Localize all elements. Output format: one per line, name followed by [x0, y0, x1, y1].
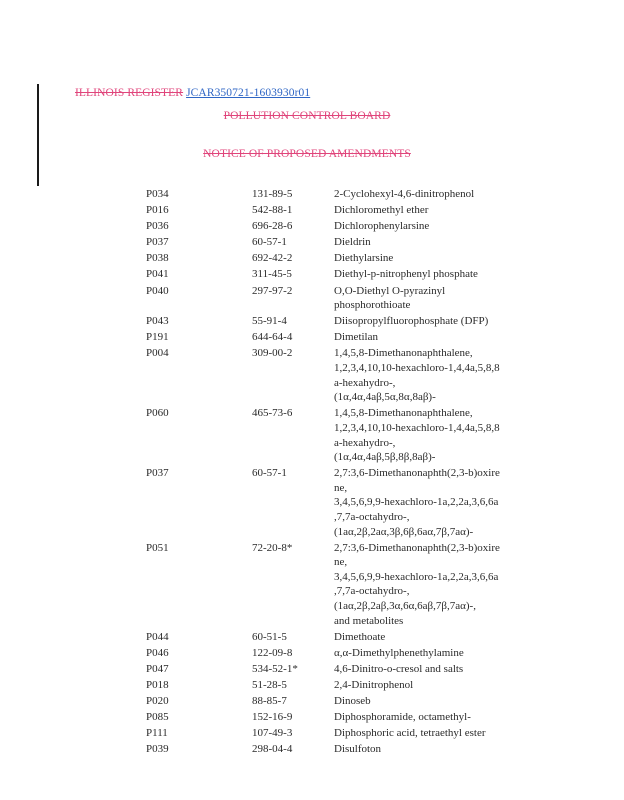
chemical-name — [334, 466, 518, 539]
table-row — [146, 251, 518, 266]
table-row — [146, 466, 518, 539]
chemical-name-line: Dimethoate — [334, 630, 386, 643]
table-row — [146, 267, 518, 282]
waste-code: P043 — [146, 315, 169, 328]
table-row — [146, 678, 518, 693]
cas-number: 692-42-2 — [252, 252, 293, 265]
chemical-name-line: Dimetilan — [334, 331, 378, 344]
cas-number: 107-49-3 — [252, 727, 293, 740]
chemical-name-line: Diphosphoric acid, tetraethyl ester — [334, 727, 486, 740]
chemical-name-line: 4,6-Dinitro-o-cresol and salts — [334, 662, 464, 675]
chemical-name-line: 2-Cyclohexyl-4,6-dinitrophenol — [334, 188, 475, 200]
chemical-name-line: Diethylarsine — [334, 252, 394, 265]
cas-number: 60-57-1 — [252, 467, 287, 480]
cas-number: 311-45-5 — [252, 268, 292, 281]
chemical-name — [334, 646, 518, 661]
table-row — [146, 710, 518, 725]
chemical-name — [334, 267, 518, 282]
chemical-name-line: 1,4,5,8-Dimethanonaphthalene, — [334, 347, 473, 360]
chemical-name-line: Disulfoton — [334, 743, 382, 756]
cas-number: 534-52-1* — [252, 662, 298, 675]
chemical-name-line: a-hexahydro-, — [334, 376, 396, 389]
waste-code: P046 — [146, 646, 169, 659]
table-row — [146, 726, 518, 741]
cas-number: 309-00-2 — [252, 347, 293, 360]
chemical-name — [334, 346, 518, 404]
chemical-name-line: Diisopropylfluorophosphate (DFP) — [334, 315, 489, 328]
chemical-name-line: ,7,7a-octahydro-, — [334, 585, 410, 598]
chemical-name-line: 2,7:3,6-Dimethanonaphth(2,3-b)oxire — [334, 541, 500, 554]
table-row — [146, 630, 518, 645]
chemical-name-line: 3,4,5,6,9,9-hexachloro-1a,2,2a,3,6,6a — [334, 496, 499, 509]
chemical-name-line: α,α-Dimethylphenethylamine — [334, 646, 464, 659]
table-row — [146, 314, 518, 329]
chemical-name-line: Diethyl-p-nitrophenyl phosphate — [334, 268, 478, 281]
table-row — [146, 203, 518, 218]
chemical-name-line: 2,7:3,6-Dimethanonaphth(2,3-b)oxire — [334, 467, 500, 480]
chemical-name — [334, 726, 518, 741]
chemical-name — [334, 235, 518, 250]
cas-number: 51-28-5 — [252, 679, 287, 691]
table-row — [146, 406, 518, 464]
chemical-name-line: Dichlorophenylarsine — [334, 220, 430, 233]
table-row — [146, 235, 518, 250]
chemical-name — [334, 662, 518, 677]
waste-code: P039 — [146, 743, 169, 756]
chemical-name — [334, 330, 518, 345]
table-row — [146, 219, 518, 234]
waste-code: P004 — [146, 347, 169, 360]
waste-code: P085 — [146, 711, 169, 724]
revision-change-bar — [37, 84, 39, 186]
cas-number: 152-16-9 — [252, 711, 293, 724]
chemical-name-line: 1,2,3,4,10,10-hexachloro-1,4,4a,5,8,8 — [334, 421, 500, 434]
waste-code: P016 — [146, 204, 169, 217]
register-title-struck: ILLINOIS REGISTER — [75, 87, 184, 99]
board-title-struck: POLLUTION CONTROL BOARD — [223, 110, 391, 122]
cas-number: 465-73-6 — [252, 407, 293, 420]
table-row — [146, 694, 518, 709]
table-row — [146, 662, 518, 677]
chemical-name — [334, 694, 518, 709]
cas-number: 542-88-1 — [252, 204, 293, 217]
chemical-name — [334, 710, 518, 725]
chemical-name — [334, 541, 518, 629]
table-row — [146, 541, 518, 629]
board-header — [0, 110, 614, 122]
chemical-name-line: Dieldrin — [334, 236, 371, 249]
waste-code: P191 — [146, 331, 169, 344]
waste-code: P020 — [146, 695, 169, 708]
chemical-name — [334, 630, 518, 645]
cas-number: 131-89-5 — [252, 188, 293, 200]
chemical-name-line: (1α,4α,4aβ,5α,8α,8aβ)- — [334, 391, 436, 404]
register-code-inserted[interactable]: JCAR350721-1603930r01 — [186, 87, 311, 99]
chemical-name-line: Dinoseb — [334, 695, 371, 708]
chemical-name — [334, 219, 518, 234]
notice-header — [0, 148, 614, 160]
waste-code: P018 — [146, 679, 169, 691]
chemical-name — [334, 314, 518, 329]
table-row — [146, 742, 518, 757]
waste-code: P037 — [146, 467, 169, 480]
chemical-name-line: ne, — [334, 481, 348, 494]
table-row — [146, 346, 518, 404]
waste-code: P047 — [146, 662, 169, 675]
cas-number: 72-20-8* — [252, 541, 293, 554]
chemical-name — [334, 742, 518, 757]
chemical-name-line: phosphorothioate — [334, 299, 411, 312]
chemical-name-line: (1aα,2β,2aβ,3α,6α,6aβ,7β,7aα)-, — [334, 600, 476, 613]
waste-code: P041 — [146, 268, 169, 281]
chemical-name-line: 2,4-Dinitrophenol — [334, 679, 414, 691]
waste-code: P111 — [146, 727, 168, 740]
cas-number: 122-09-8 — [252, 646, 293, 659]
table-row — [146, 330, 518, 345]
chemical-name — [334, 251, 518, 266]
cas-number: 88-85-7 — [252, 695, 287, 708]
chemical-name-line: a-hexahydro-, — [334, 436, 396, 449]
cas-number: 297-97-2 — [252, 284, 293, 297]
chemical-name — [334, 406, 518, 464]
chemical-name-line: 3,4,5,6,9,9-hexachloro-1a,2,2a,3,6,6a — [334, 570, 499, 583]
chemical-name-line: Diphosphoramide, octamethyl- — [334, 711, 471, 724]
table-row — [146, 284, 518, 313]
chemical-name — [334, 187, 518, 202]
register-header — [75, 87, 310, 99]
waste-code: P038 — [146, 252, 169, 265]
chemical-name-line: 1,4,5,8-Dimethanonaphthalene, — [334, 407, 473, 420]
chemical-name-line: ne, — [334, 556, 348, 569]
cas-number: 696-28-6 — [252, 220, 293, 233]
waste-code: P044 — [146, 630, 169, 643]
waste-code: P037 — [146, 236, 169, 249]
table-row — [146, 187, 518, 202]
cas-number: 60-51-5 — [252, 630, 287, 643]
cas-number: 298-04-4 — [252, 743, 293, 756]
table-row — [146, 646, 518, 661]
waste-code: P040 — [146, 284, 169, 297]
cas-number: 60-57-1 — [252, 236, 287, 249]
chemical-name — [334, 284, 518, 313]
chemical-name-line: 1,2,3,4,10,10-hexachloro-1,4,4a,5,8,8 — [334, 362, 500, 375]
chemical-name-line: (1α,4α,4aβ,5β,8β,8aβ)- — [334, 451, 436, 464]
cas-number: 55-91-4 — [252, 315, 287, 328]
chemical-name — [334, 203, 518, 218]
chemical-name-line: (1aα,2β,2aα,3β,6β,6aα,7β,7aα)- — [334, 525, 474, 538]
waste-code: P051 — [146, 541, 169, 554]
cas-number: 644-64-4 — [252, 331, 293, 344]
chemical-name-line: ,7,7a-octahydro-, — [334, 510, 410, 523]
waste-code: P034 — [146, 188, 169, 200]
notice-title-struck: NOTICE OF PROPOSED AMENDMENTS — [203, 148, 411, 160]
hazardous-waste-table — [146, 187, 518, 757]
waste-code: P060 — [146, 407, 169, 420]
chemical-name-line: and metabolites — [334, 614, 404, 627]
chemical-name-line: O,O-Diethyl O-pyrazinyl — [334, 284, 446, 297]
waste-code: P036 — [146, 220, 169, 233]
chemical-name — [334, 678, 518, 693]
chemical-name-line: Dichloromethyl ether — [334, 204, 429, 217]
